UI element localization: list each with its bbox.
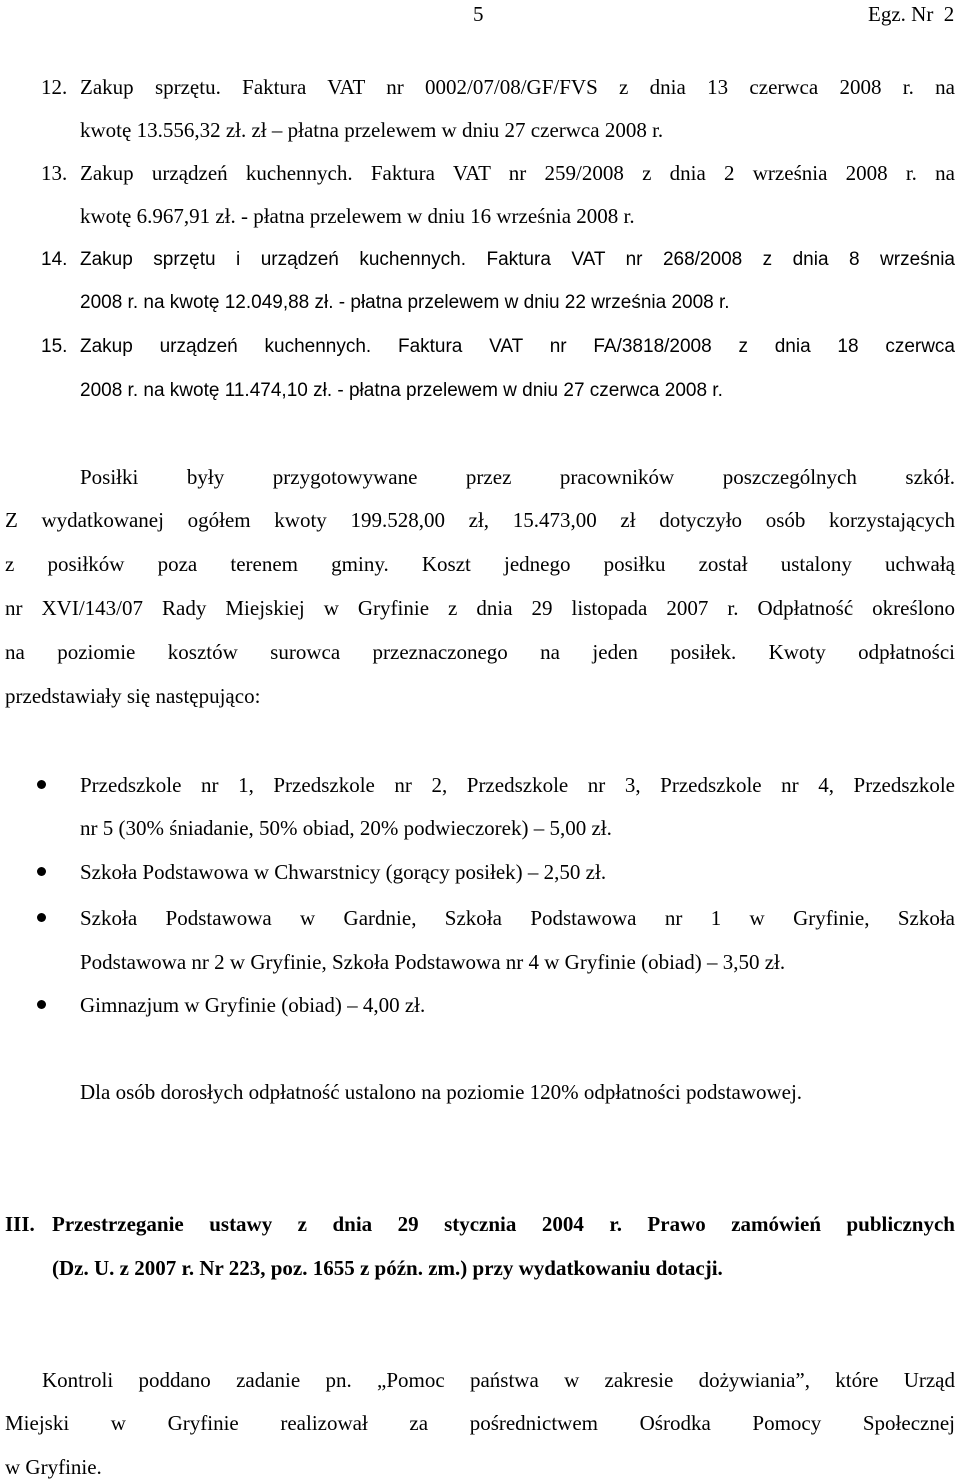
bullet-line: Gimnazjum w Gryfinie (obiad) – 4,00 zł. [80,993,426,1017]
item-line: Zakup urządzeń kuchennych. Faktura VAT nr 259/2008 z dnia 2 września 2008 r. na [80,161,955,185]
closing-line: w Gryfinie. [5,1455,102,1479]
closing-line: Kontroli poddano zadanie pn. „Pomoc państwa w zakresie dożywiania”, które Urząd [42,1368,955,1392]
bullet-line: nr 5 (30% śniadanie, 50% obiad, 20% podwieczorek) – 5,00 zł. [80,816,612,840]
bullet-icon [37,780,46,789]
section-number: III. [5,1212,35,1236]
item-line: kwotę 13.556,32 zł. zł – płatna przelewem w dniu 27 czerwca 2008 r. [80,118,664,142]
copy-label: Egz. Nr 2 [868,2,955,26]
bullet-line: Szkoła Podstawowa w Chwarstnicy (gorący posiłek) – 2,50 zł. [80,860,607,884]
item-number: 15. [41,336,68,357]
item-line: Zakup urządzeń kuchennych. Faktura VAT nr FA/3818/2008 z dnia 18 czerwca [80,336,955,357]
paragraph-line: na poziomie kosztów surowca przeznaczonego na jeden posiłek. Kwoty odpłatności [5,640,955,664]
item-line: 2008 r. na kwotę 12.049,88 zł. - płatna przelewem w dniu 22 września 2008 r. [80,292,730,313]
item-number: 12. [41,75,68,99]
closing-line: Miejski w Gryfinie realizował za pośrednictwem Ośrodka Pomocy Społecznej [5,1411,955,1435]
item-line: 2008 r. na kwotę 11.474,10 zł. - płatna przelewem w dniu 27 czerwca 2008 r. [80,380,723,401]
paragraph-line: Posiłki były przygotowywane przez pracowników poszczególnych szkół. [80,465,955,489]
section-heading-line: (Dz. U. z 2007 r. Nr 223, poz. 1655 z późn. zm.) przy wydatkowaniu dotacji. [52,1256,723,1280]
item-line: Zakup sprzętu i urządzeń kuchennych. Faktura VAT nr 268/2008 z dnia 8 września [80,249,955,270]
page-number: 5 [473,2,484,26]
item-number: 14. [41,249,68,270]
bullet-line: Przedszkole nr 1, Przedszkole nr 2, Przedszkole nr 3, Przedszkole nr 4, Przedszkole [80,773,955,797]
paragraph-line: z posiłków poza terenem gminy. Koszt jednego posiłku został ustalony uchwałą [5,552,955,576]
item-number: 13. [41,161,68,185]
bullet-icon [37,913,46,922]
paragraph-line: Z wydatkowanej ogółem kwoty 199.528,00 zł, 15.473,00 zł dotyczyło osób korzystających [5,508,955,532]
item-line: Zakup sprzętu. Faktura VAT nr 0002/07/08/GF/FVS z dnia 13 czerwca 2008 r. na [80,75,955,99]
paragraph-line: nr XVI/143/07 Rady Miejskiej w Gryfinie z dnia 29 listopada 2007 r. Odpłatność określono [5,596,955,620]
bullet-icon [37,1000,46,1009]
bullet-line: Szkoła Podstawowa w Gardnie, Szkoła Podstawowa nr 1 w Gryfinie, Szkoła [80,906,955,930]
bullet-icon [37,867,46,876]
item-line: kwotę 6.967,91 zł. - płatna przelewem w dniu 16 września 2008 r. [80,204,635,228]
bullet-line: Podstawowa nr 2 w Gryfinie, Szkoła Podstawowa nr 4 w Gryfinie (obiad) – 3,50 zł. [80,950,786,974]
adult-note: Dla osób dorosłych odpłatność ustalono na poziomie 120% odpłatności podstawowej. [80,1080,803,1104]
section-heading-line: Przestrzeganie ustawy z dnia 29 stycznia 2004 r. Prawo zamówień publicznych [52,1212,955,1236]
paragraph-line: przedstawiały się następująco: [5,684,261,708]
